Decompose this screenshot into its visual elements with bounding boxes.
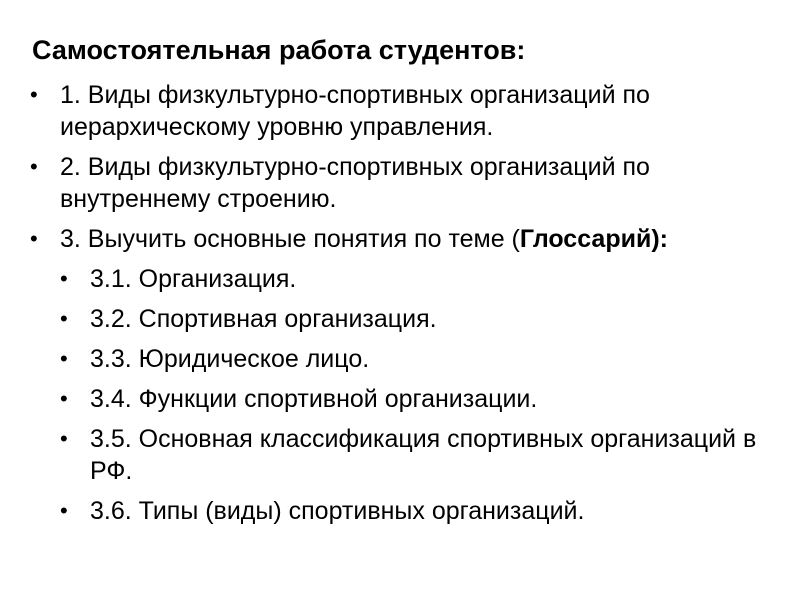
list-item-text: 3.1. Организация.: [90, 265, 297, 293]
list-item: [30, 151, 770, 215]
bullet-icon: •: [60, 266, 68, 291]
list-item: [30, 263, 770, 295]
bullet-list: [30, 79, 770, 535]
glossary-label: Глоссарий):: [519, 225, 668, 253]
list-item: [30, 343, 770, 375]
list-item-text: 3.5. Основная классификация спортивных организаций в РФ.: [90, 425, 757, 485]
list-item-text: 3.2. Спортивная организация.: [90, 305, 437, 333]
list-item-text: 3.3. Юридическое лицо.: [90, 345, 370, 373]
bullet-icon: •: [30, 226, 38, 251]
list-item-text: 3. Выучить основные понятия по теме (: [60, 225, 520, 253]
list-item: [30, 495, 770, 527]
bullet-icon: •: [60, 386, 68, 411]
list-item: [30, 79, 770, 143]
bullet-icon: •: [60, 346, 68, 371]
list-item: [30, 303, 770, 335]
bullet-icon: •: [60, 498, 68, 523]
list-item-text: 3.6. Типы (виды) спортивных организаций.: [90, 497, 585, 525]
list-item: [30, 383, 770, 415]
list-item: [30, 223, 770, 255]
bullet-icon: •: [30, 82, 38, 107]
list-item: [30, 423, 770, 487]
bullet-icon: •: [60, 426, 68, 451]
list-item-text: 3.4. Функции спортивной организации.: [90, 385, 538, 413]
slide-title: Самостоятельная работа студентов:: [32, 35, 526, 65]
bullet-icon: •: [60, 306, 68, 331]
list-item-text: 2. Виды физкультурно-спортивных организаций по внутреннему строению.: [60, 153, 650, 213]
bullet-icon: •: [30, 154, 38, 179]
list-item-text: 1. Виды физкультурно-спортивных организаций по иерархическому уровню управления.: [60, 81, 650, 141]
